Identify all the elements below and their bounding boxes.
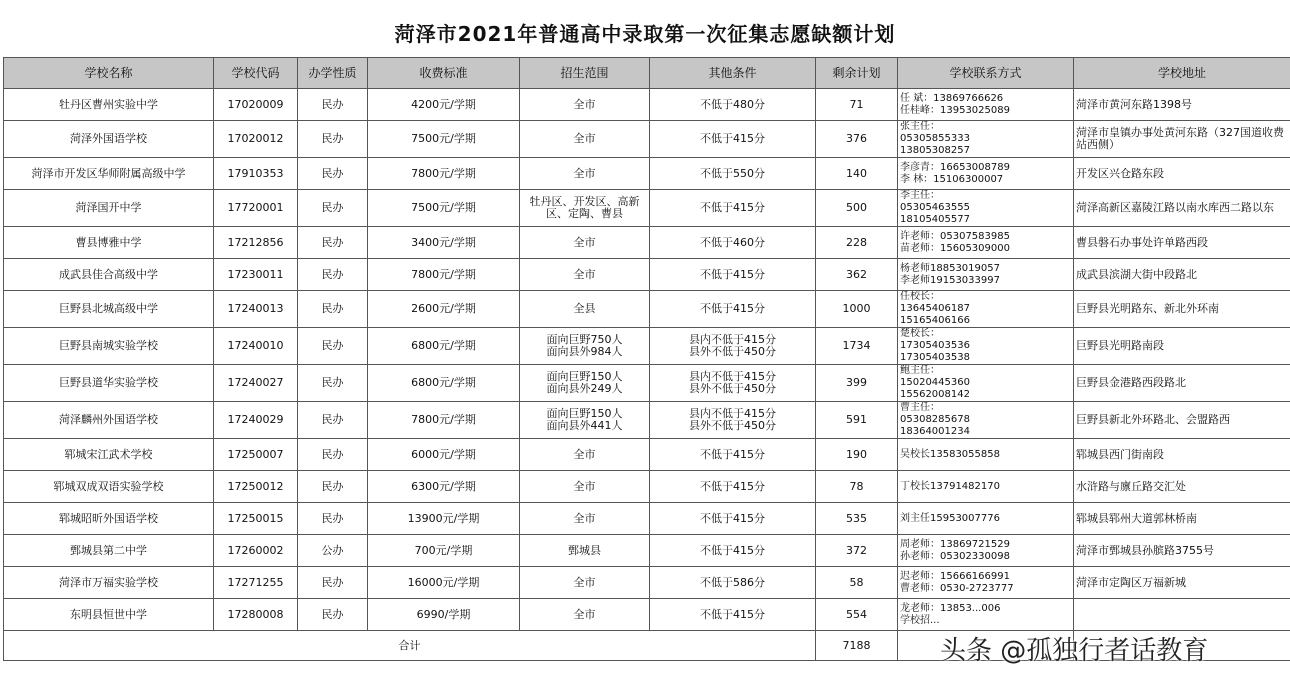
cell-scope: 全市 xyxy=(520,259,650,291)
cell-code: 17271255 xyxy=(214,567,298,599)
cell-scope: 全县 xyxy=(520,291,650,328)
cell-type: 民办 xyxy=(298,365,368,402)
cell-remain: 554 xyxy=(816,599,898,631)
page-title: 菏泽市2021年普通高中录取第一次征集志愿缺额计划 xyxy=(394,22,896,46)
cell-contact: 李主任： 05305463555 18105405577 xyxy=(898,190,1074,227)
cell-code: 17260002 xyxy=(214,535,298,567)
cell-name: 菏泽外国语学校 xyxy=(4,121,214,158)
cell-scope: 面向巨野150人 面向县外249人 xyxy=(520,365,650,402)
cell-code: 17910353 xyxy=(214,158,298,190)
cell-type: 民办 xyxy=(298,439,368,471)
cell-contact: 任校长： 13645406187 15165406166 xyxy=(898,291,1074,328)
header-row xyxy=(4,58,1290,89)
cell-scope: 全市 xyxy=(520,567,650,599)
quota-table xyxy=(3,57,1290,661)
column-header: 剩余计划 xyxy=(816,58,898,89)
cell-contact: 迟老师：15666166991 曹老师：0530-2723777 xyxy=(898,567,1074,599)
column-header: 学校代码 xyxy=(214,58,298,89)
cell-contact: 许老师：05307583985 苗老师：15605309000 xyxy=(898,227,1074,259)
cell-fee: 6800元/学期 xyxy=(368,328,520,365)
table-row xyxy=(4,158,1290,190)
cell-scope: 全市 xyxy=(520,439,650,471)
cell-fee: 13900元/学期 xyxy=(368,503,520,535)
cell-code: 17280008 xyxy=(214,599,298,631)
table-row xyxy=(4,328,1290,365)
cell-remain: 372 xyxy=(816,535,898,567)
cell-type: 民办 xyxy=(298,471,368,503)
cell-cond: 县内不低于415分 县外不低于450分 xyxy=(650,328,816,365)
cell-fee: 6800元/学期 xyxy=(368,365,520,402)
cell-scope: 面向巨野750人 面向县外984人 xyxy=(520,328,650,365)
cell-scope: 面向巨野150人 面向县外441人 xyxy=(520,402,650,439)
cell-name: 牡丹区曹州实验中学 xyxy=(4,89,214,121)
cell-addr: 菏泽市皇镇办事处黄河东路（327国道收费站西侧） xyxy=(1074,121,1290,158)
cell-addr: 菏泽高新区嘉陵江路以南水库西二路以东 xyxy=(1074,190,1290,227)
cell-name: 成武县佳合高级中学 xyxy=(4,259,214,291)
cell-contact: 龙老师：13853...006 学校招... xyxy=(898,599,1074,631)
cell-name: 曹县博雅中学 xyxy=(4,227,214,259)
table-row xyxy=(4,439,1290,471)
cell-cond: 不低于415分 xyxy=(650,291,816,328)
cell-type: 民办 xyxy=(298,89,368,121)
cell-addr: 巨野县金港路西段路北 xyxy=(1074,365,1290,402)
cell-scope: 全市 xyxy=(520,471,650,503)
cell-cond: 不低于415分 xyxy=(650,535,816,567)
cell-remain: 535 xyxy=(816,503,898,535)
table-row xyxy=(4,121,1290,158)
cell-code: 17020009 xyxy=(214,89,298,121)
cell-cond: 不低于550分 xyxy=(650,158,816,190)
cell-contact: 张主任： 05305855333 13805308257 xyxy=(898,121,1074,158)
cell-code: 17212856 xyxy=(214,227,298,259)
cell-remain: 228 xyxy=(816,227,898,259)
cell-remain: 1734 xyxy=(816,328,898,365)
table-row xyxy=(4,471,1290,503)
cell-type: 民办 xyxy=(298,567,368,599)
watermark: 头条 @孤独行者话教育 xyxy=(940,636,1209,666)
cell-addr: 菏泽市黄河东路1398号 xyxy=(1074,89,1290,121)
cell-contact: 刘主任15953007776 xyxy=(898,503,1074,535)
cell-remain: 362 xyxy=(816,259,898,291)
cell-addr: 开发区兴仓路东段 xyxy=(1074,158,1290,190)
cell-cond: 不低于480分 xyxy=(650,89,816,121)
table-row xyxy=(4,291,1290,328)
cell-scope: 全市 xyxy=(520,599,650,631)
cell-name: 巨野县道华实验学校 xyxy=(4,365,214,402)
table-row xyxy=(4,567,1290,599)
cell-type: 民办 xyxy=(298,599,368,631)
total-label: 合计 xyxy=(4,631,816,661)
cell-addr: 巨野县光明路南段 xyxy=(1074,328,1290,365)
cell-addr: 水浒路与廪丘路交汇处 xyxy=(1074,471,1290,503)
cell-code: 17250015 xyxy=(214,503,298,535)
cell-type: 民办 xyxy=(298,291,368,328)
cell-code: 17020012 xyxy=(214,121,298,158)
cell-cond: 不低于586分 xyxy=(650,567,816,599)
cell-remain: 591 xyxy=(816,402,898,439)
cell-cond: 县内不低于415分 县外不低于450分 xyxy=(650,402,816,439)
cell-cond: 不低于415分 xyxy=(650,471,816,503)
cell-addr: 菏泽市鄄城县孙膑路3755号 xyxy=(1074,535,1290,567)
cell-fee: 7800元/学期 xyxy=(368,158,520,190)
cell-type: 民办 xyxy=(298,190,368,227)
cell-fee: 7800元/学期 xyxy=(368,259,520,291)
cell-remain: 190 xyxy=(816,439,898,471)
cell-name: 巨野县南城实验学校 xyxy=(4,328,214,365)
cell-addr: 巨野县光明路东、新北外环南 xyxy=(1074,291,1290,328)
cell-remain: 500 xyxy=(816,190,898,227)
cell-fee: 2600元/学期 xyxy=(368,291,520,328)
cell-addr: 郓城县西门街南段 xyxy=(1074,439,1290,471)
cell-contact: 任 斌：13869766626 任桂峰：13953025089 xyxy=(898,89,1074,121)
cell-code: 17720001 xyxy=(214,190,298,227)
column-header: 学校名称 xyxy=(4,58,214,89)
cell-contact: 李彦青：16653008789 李 林：15106300007 xyxy=(898,158,1074,190)
cell-scope: 全市 xyxy=(520,158,650,190)
cell-remain: 376 xyxy=(816,121,898,158)
column-header: 办学性质 xyxy=(298,58,368,89)
cell-scope: 全市 xyxy=(520,503,650,535)
cell-name: 鄄城县第二中学 xyxy=(4,535,214,567)
cell-name: 菏泽国开中学 xyxy=(4,190,214,227)
cell-code: 17240013 xyxy=(214,291,298,328)
cell-scope: 全市 xyxy=(520,89,650,121)
cell-code: 17240027 xyxy=(214,365,298,402)
table-row xyxy=(4,259,1290,291)
cell-fee: 6000元/学期 xyxy=(368,439,520,471)
cell-type: 民办 xyxy=(298,503,368,535)
cell-contact: 丁校长13791482170 xyxy=(898,471,1074,503)
cell-contact: 周老师：13869721529 孙老师：05302330098 xyxy=(898,535,1074,567)
cell-fee: 4200元/学期 xyxy=(368,89,520,121)
cell-name: 郓城宋江武术学校 xyxy=(4,439,214,471)
cell-remain: 1000 xyxy=(816,291,898,328)
cell-scope: 牡丹区、开发区、高新区、定陶、曹县 xyxy=(520,190,650,227)
column-header: 学校联系方式 xyxy=(898,58,1074,89)
cell-type: 民办 xyxy=(298,158,368,190)
cell-cond: 不低于415分 xyxy=(650,190,816,227)
table-row xyxy=(4,535,1290,567)
cell-contact: 杨老师18853019057 李老师19153033997 xyxy=(898,259,1074,291)
cell-fee: 3400元/学期 xyxy=(368,227,520,259)
cell-remain: 71 xyxy=(816,89,898,121)
total-value: 7188 xyxy=(816,631,898,661)
table-row xyxy=(4,190,1290,227)
cell-name: 郓城双成双语实验学校 xyxy=(4,471,214,503)
cell-name: 菏泽麟州外国语学校 xyxy=(4,402,214,439)
cell-cond: 不低于415分 xyxy=(650,503,816,535)
cell-name: 巨野县北城高级中学 xyxy=(4,291,214,328)
cell-cond: 不低于415分 xyxy=(650,599,816,631)
column-header: 学校地址 xyxy=(1074,58,1290,89)
cell-cond: 县内不低于415分 县外不低于450分 xyxy=(650,365,816,402)
cell-code: 17250012 xyxy=(214,471,298,503)
cell-cond: 不低于415分 xyxy=(650,259,816,291)
cell-cond: 不低于460分 xyxy=(650,227,816,259)
cell-fee: 7800元/学期 xyxy=(368,402,520,439)
cell-name: 菏泽市万福实验学校 xyxy=(4,567,214,599)
cell-fee: 6300元/学期 xyxy=(368,471,520,503)
table-row xyxy=(4,503,1290,535)
cell-type: 公办 xyxy=(298,535,368,567)
table-row xyxy=(4,227,1290,259)
cell-contact: 吴校长13583055858 xyxy=(898,439,1074,471)
cell-name: 郓城昭昕外国语学校 xyxy=(4,503,214,535)
cell-addr: 成武县滨湖大街中段路北 xyxy=(1074,259,1290,291)
cell-type: 民办 xyxy=(298,402,368,439)
cell-addr: 郓城县郓州大道郭林桥南 xyxy=(1074,503,1290,535)
cell-fee: 700元/学期 xyxy=(368,535,520,567)
table-row xyxy=(4,599,1290,631)
cell-cond: 不低于415分 xyxy=(650,121,816,158)
cell-remain: 140 xyxy=(816,158,898,190)
cell-code: 17250007 xyxy=(214,439,298,471)
table-row xyxy=(4,365,1290,402)
cell-fee: 7500元/学期 xyxy=(368,121,520,158)
cell-addr: 巨野县新北外环路北、会盟路西 xyxy=(1074,402,1290,439)
cell-addr: 曹县磐石办事处许单路西段 xyxy=(1074,227,1290,259)
cell-code: 17240010 xyxy=(214,328,298,365)
cell-addr xyxy=(1074,599,1290,631)
cell-contact: 曹主任： 05308285678 18364001234 xyxy=(898,402,1074,439)
cell-fee: 6990/学期 xyxy=(368,599,520,631)
cell-fee: 7500元/学期 xyxy=(368,190,520,227)
cell-contact: 楚校长： 17305403536 17305403538 xyxy=(898,328,1074,365)
cell-addr: 菏泽市定陶区万福新城 xyxy=(1074,567,1290,599)
cell-scope: 全市 xyxy=(520,227,650,259)
column-header: 招生范围 xyxy=(520,58,650,89)
cell-scope: 鄄城县 xyxy=(520,535,650,567)
cell-type: 民办 xyxy=(298,328,368,365)
column-header: 收费标准 xyxy=(368,58,520,89)
cell-type: 民办 xyxy=(298,121,368,158)
cell-code: 17240029 xyxy=(214,402,298,439)
table-row xyxy=(4,89,1290,121)
cell-type: 民办 xyxy=(298,227,368,259)
cell-code: 17230011 xyxy=(214,259,298,291)
cell-contact: 鲍主任： 15020445360 15562008142 xyxy=(898,365,1074,402)
cell-name: 菏泽市开发区华师附属高级中学 xyxy=(4,158,214,190)
cell-remain: 78 xyxy=(816,471,898,503)
cell-remain: 399 xyxy=(816,365,898,402)
cell-type: 民办 xyxy=(298,259,368,291)
table-row xyxy=(4,402,1290,439)
cell-scope: 全市 xyxy=(520,121,650,158)
cell-cond: 不低于415分 xyxy=(650,439,816,471)
column-header: 其他条件 xyxy=(650,58,816,89)
cell-fee: 16000元/学期 xyxy=(368,567,520,599)
cell-remain: 58 xyxy=(816,567,898,599)
cell-name: 东明县恒世中学 xyxy=(4,599,214,631)
